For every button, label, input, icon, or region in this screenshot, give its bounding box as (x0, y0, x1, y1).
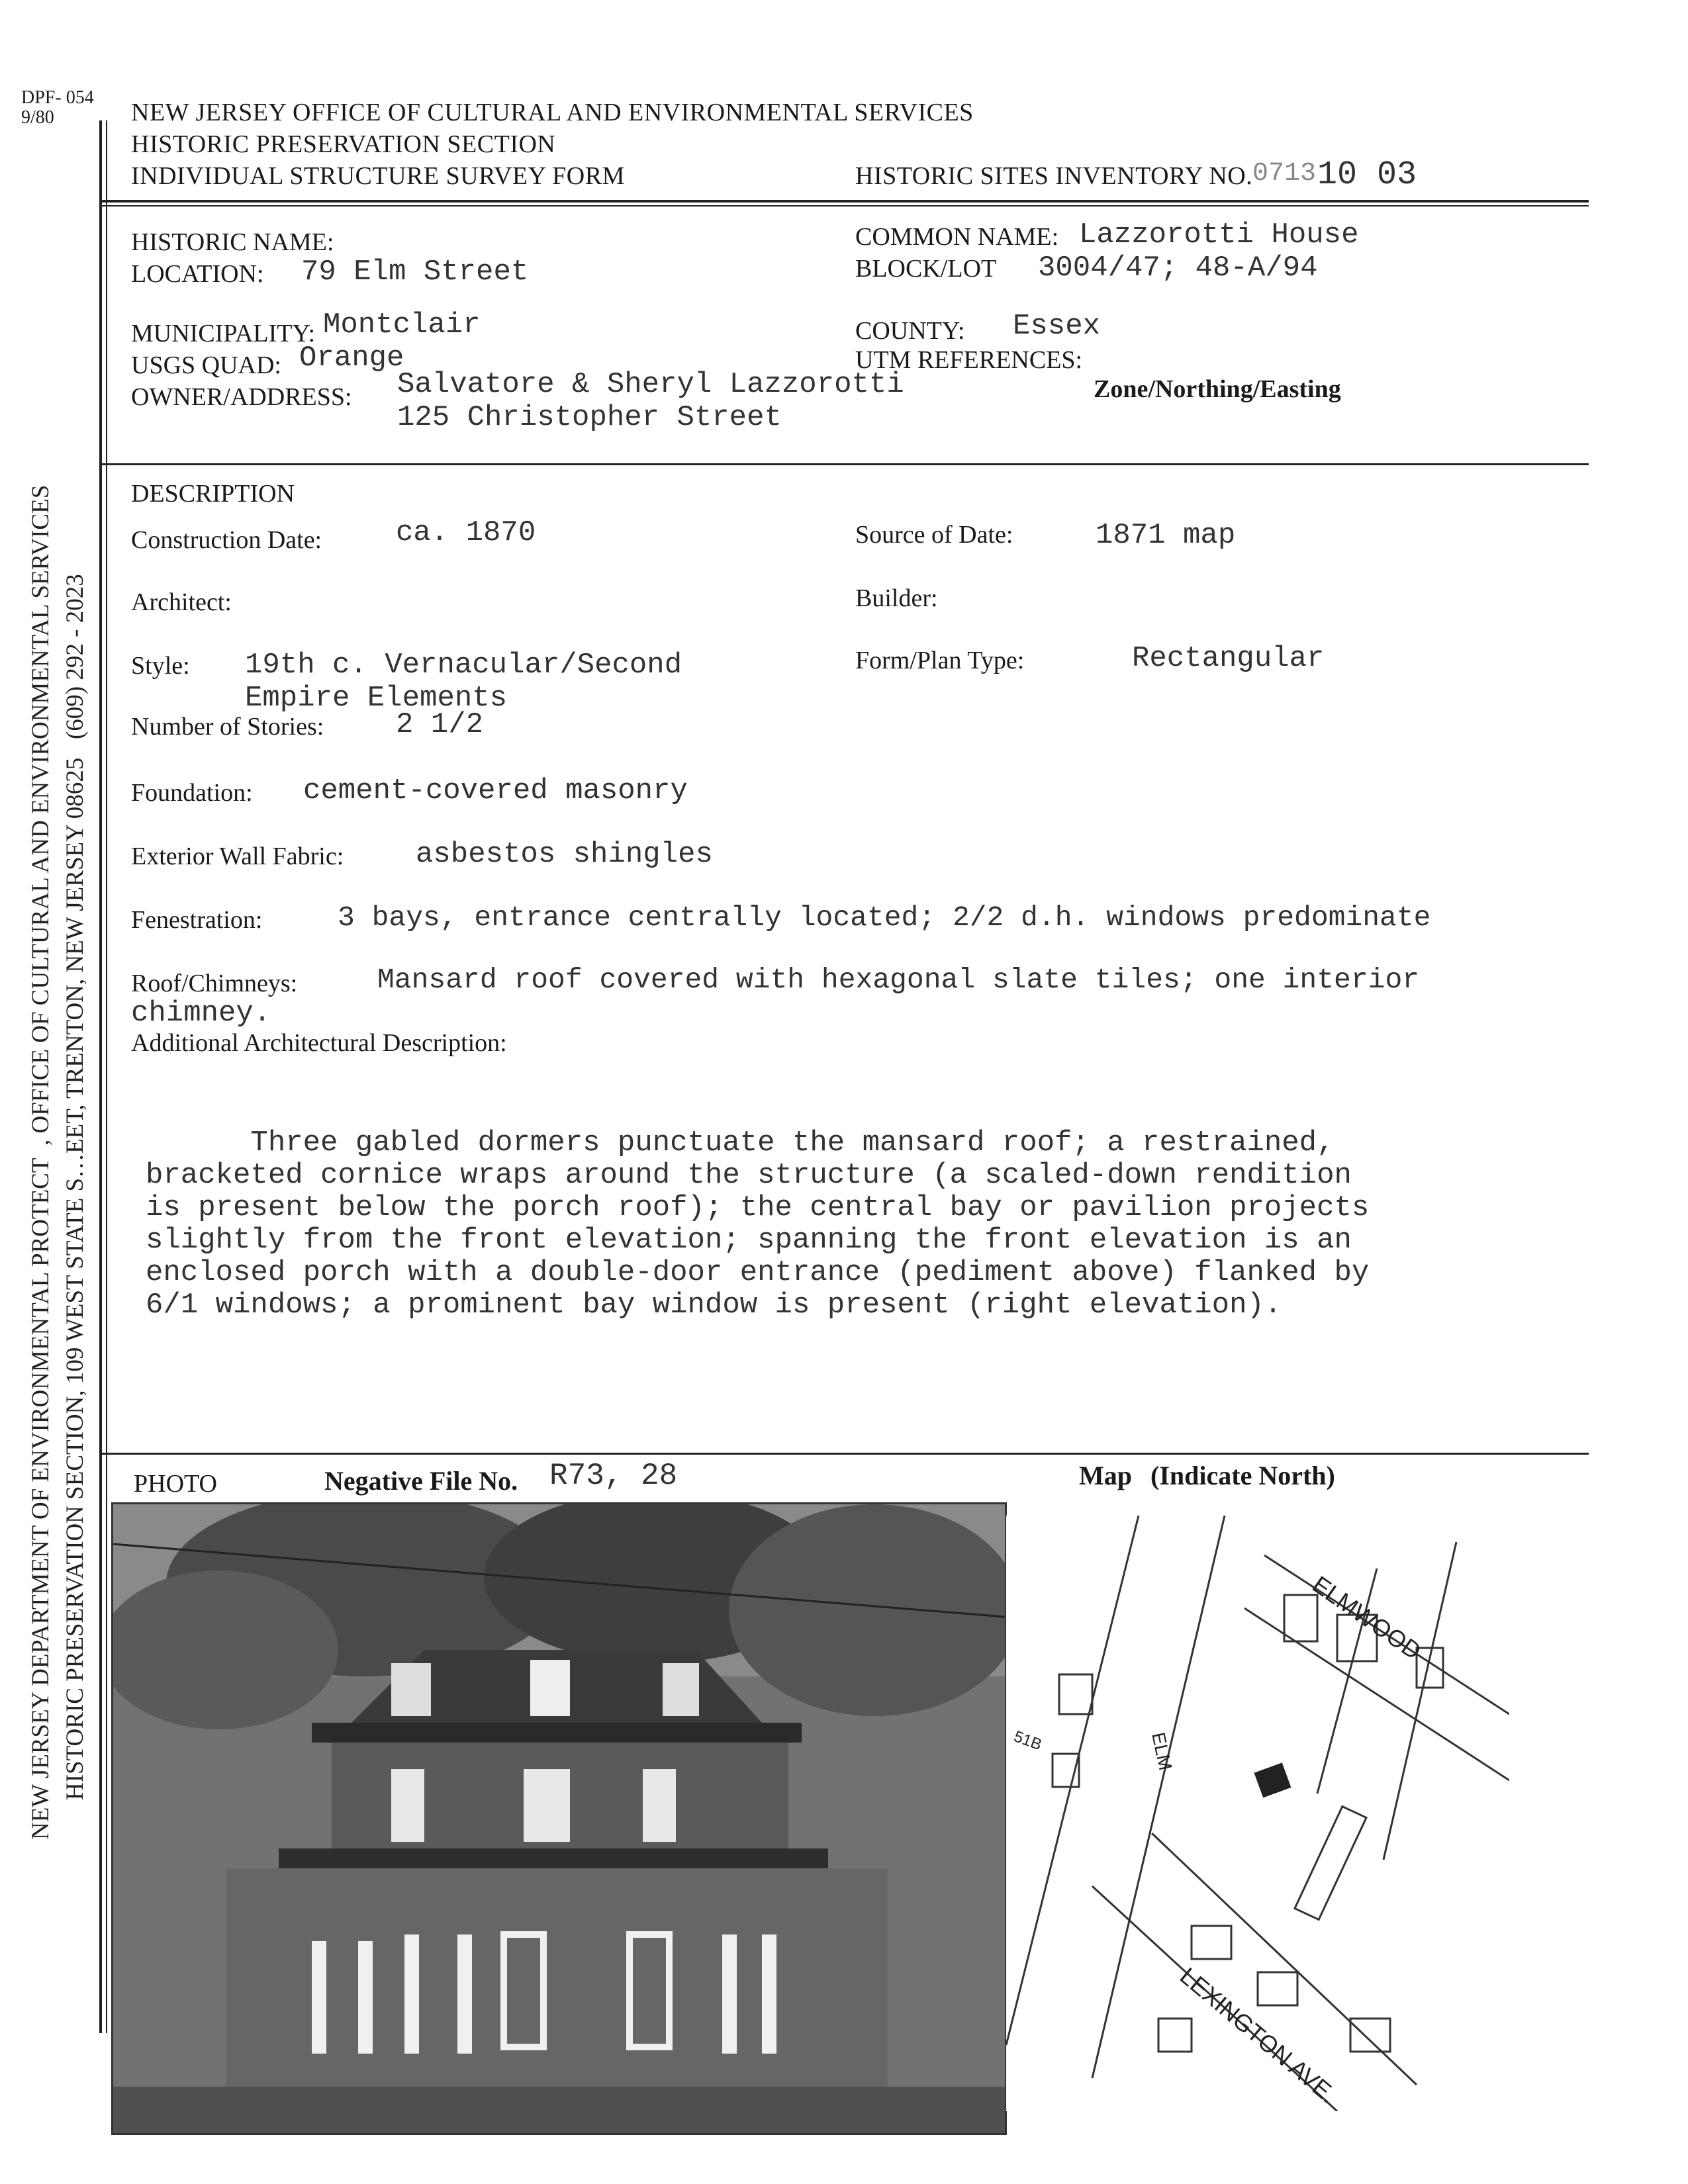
additional-description-line: is present below the porch roof); the central bay or pavilion projects (146, 1191, 1370, 1224)
additional-description-line: enclosed porch with a double-door entrance (pediment above) flanked by (146, 1256, 1370, 1289)
additional-description-line: 6/1 windows; a prominent bay window is present (right elevation). (146, 1289, 1282, 1322)
inventory-value: 0713 (1252, 159, 1317, 189)
location-map (1006, 1516, 1509, 2111)
photo-label: PHOTO (134, 1470, 217, 1498)
zone-northing-easting-label: Zone/Northing/Easting (1094, 375, 1341, 403)
style-value-line2: Empire Elements (245, 682, 508, 715)
owner-street: 125 Christopher Street (397, 401, 782, 434)
description-heading: DESCRIPTION (131, 480, 295, 508)
location-map-drawing (1006, 1516, 1509, 2111)
header-section: HISTORIC PRESERVATION SECTION (131, 130, 556, 158)
owner-address-label: OWNER/ADDRESS: (131, 383, 352, 411)
source-of-date-label: Source of Date: (855, 521, 1013, 549)
header-rule-thin (99, 205, 1589, 206)
usgs-quad-label: USGS QUAD: (131, 351, 281, 379)
side-text-agency: NEW JERSEY DEPARTMENT OF ENVIRONMENTAL PROTECT , OFFICE OF CULTURAL AND ENVIRONMENTAL SERVICES (27, 484, 54, 1840)
usgs-quad-value: Orange (299, 341, 404, 375)
negative-file-label: Negative File No. (324, 1466, 518, 1496)
number-of-stories-value: 2 1/2 (396, 708, 484, 741)
map-indicate-north: (Indicate North) (1150, 1461, 1335, 1490)
additional-description-label: Additional Architectural Description: (131, 1029, 507, 1057)
block-lot-label: BLOCK/LOT (855, 255, 997, 283)
construction-date-label: Construction Date: (131, 526, 322, 554)
frame-left-rule-inner (106, 120, 107, 2033)
municipality-value: Montclair (323, 308, 481, 341)
side-text-address: HISTORIC PRESERVATION SECTION, 109 WEST STATE S…EET, TRENTON, NEW JERSEY 08625 (609) 292 - 2023 (62, 574, 89, 1800)
additional-description-line: slightly from the front elevation; spanning the front elevation is an (146, 1224, 1352, 1257)
identification-rule (99, 463, 1589, 465)
roof-chimneys-value-line2: chimney. (131, 997, 271, 1030)
exterior-wall-fabric-label: Exterior Wall Fabric: (131, 842, 344, 870)
county-label: COUNTY: (855, 317, 965, 345)
builder-label: Builder: (855, 584, 938, 612)
construction-date-value: ca. 1870 (396, 516, 536, 549)
additional-description-line: bracketed cornice wraps around the structure (a scaled-down rendition (146, 1159, 1352, 1192)
fenestration-label: Fenestration: (131, 906, 263, 934)
location-value: 79 Elm Street (301, 255, 529, 289)
form-date: 9/80 (21, 107, 54, 128)
historic-name-label: HISTORIC NAME: (131, 228, 334, 256)
source-of-date-value: 1871 map (1096, 519, 1236, 552)
header-form-title: INDIVIDUAL STRUCTURE SURVEY FORM (131, 162, 625, 190)
municipality-label: MUNICIPALITY: (131, 320, 316, 347)
negative-file-value: R73, 28 (549, 1459, 678, 1493)
map-lot-number: 51B (1011, 1727, 1045, 1754)
number-of-stories-label: Number of Stories: (131, 713, 324, 741)
block-lot-value: 3004/47; 48-A/94 (1038, 251, 1318, 285)
owner-name: Salvatore & Sheryl Lazzorotti (397, 368, 904, 401)
location-label: LOCATION: (131, 260, 264, 288)
additional-description-line: Three gabled dormers punctuate the mansard roof; a restrained, (146, 1126, 1335, 1160)
map-street-elm: ELM (1148, 1730, 1176, 1772)
form-plan-type-value: Rectangular (1132, 642, 1325, 675)
architect-label: Architect: (131, 588, 232, 616)
roof-chimneys-value-line1: Mansard roof covered with hexagonal slate tiles; one interior (377, 964, 1420, 996)
county-value: Essex (1013, 310, 1101, 343)
style-label: Style: (131, 652, 190, 680)
photo-rule (99, 1453, 1589, 1455)
header-agency: NEW JERSEY OFFICE OF CULTURAL AND ENVIRONMENTAL SERVICES (131, 99, 974, 126)
map-street-lexington: LEXINGTON AVE. (1174, 1962, 1342, 2109)
exterior-wall-fabric-value: asbestos shingles (416, 838, 713, 871)
style-value-line1: 19th c. Vernacular/Second (245, 649, 682, 682)
foundation-label: Foundation: (131, 779, 253, 807)
common-name-value: Lazzorotti House (1079, 218, 1359, 251)
fenestration-value: 3 bays, entrance centrally located; 2/2 d.h. windows predominate (338, 901, 1431, 934)
utm-references-label: UTM REFERENCES: (855, 346, 1083, 374)
inventory-label: HISTORIC SITES INVENTORY NO. (855, 162, 1253, 190)
inventory-handwritten: 10 03 (1317, 156, 1417, 194)
house-photograph-drawing (113, 1504, 1005, 2133)
additional-description-text (146, 1095, 1369, 1354)
common-name-label: COMMON NAME: (855, 223, 1059, 251)
frame-left-rule (99, 120, 102, 2033)
form-plan-type-label: Form/Plan Type: (855, 647, 1025, 674)
map-street-elmwood: ELMWOOD (1307, 1570, 1427, 1665)
header-rule (99, 200, 1589, 203)
foundation-value: cement-covered masonry (303, 774, 688, 807)
roof-chimneys-label: Roof/Chimneys: (131, 970, 298, 997)
form-code: DPF- 054 (21, 87, 94, 108)
house-photograph (111, 1502, 1007, 2135)
map-label: Map (1079, 1461, 1132, 1490)
